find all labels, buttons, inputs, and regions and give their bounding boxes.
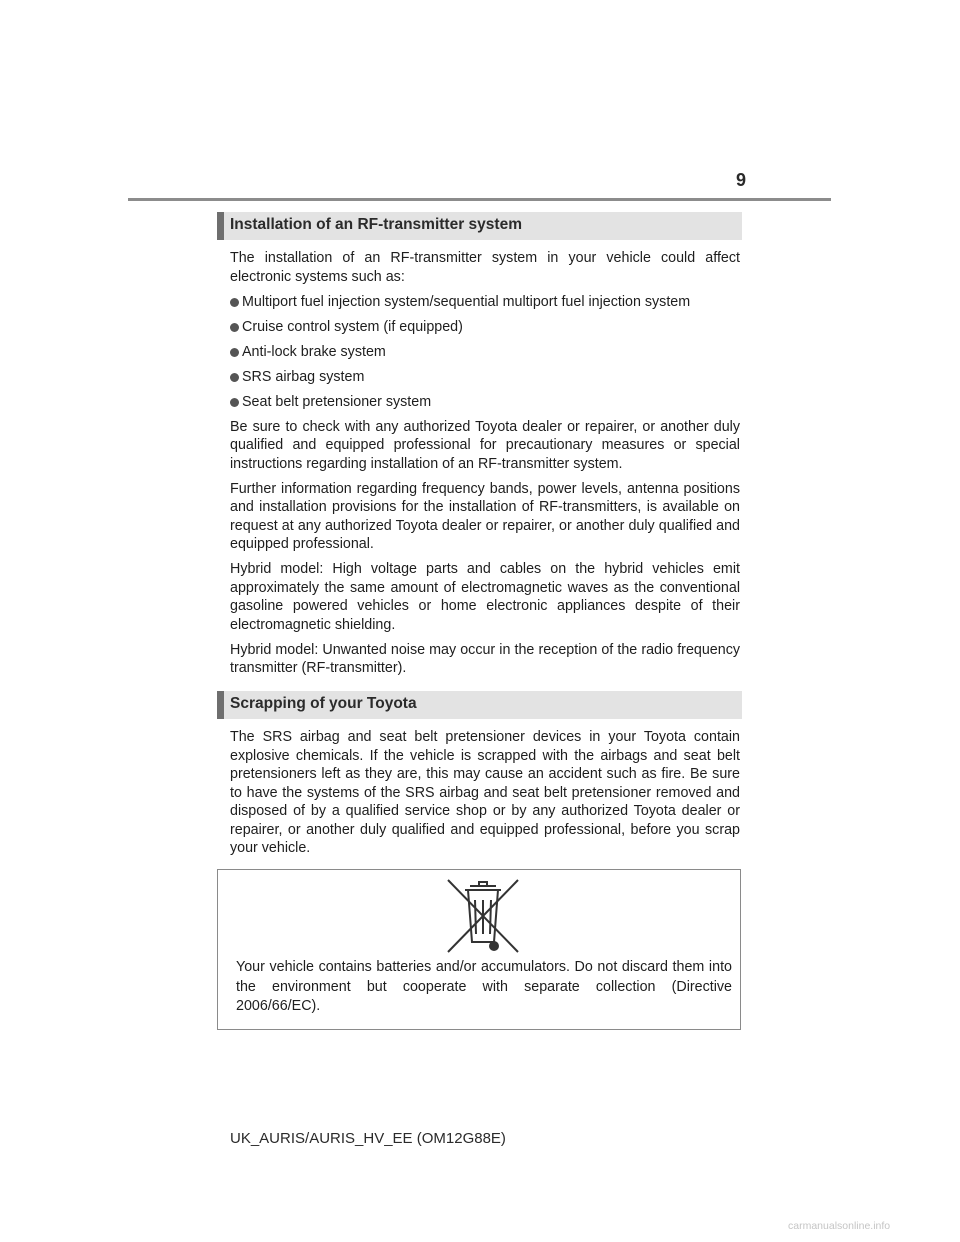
- list-item: Multiport fuel injection system/sequential multiport fuel injection system: [230, 293, 740, 312]
- section-header-bar: [217, 212, 224, 240]
- body-paragraph: Be sure to check with any authorized Toyota dealer or repairer, or another duly qualified and equipped professional for precautionary measures or special instructions regarding installation of an RF-transmitter system.: [230, 418, 740, 472]
- bullet-icon: [230, 373, 239, 382]
- list-item: Cruise control system (if equipped): [230, 318, 740, 337]
- section-header-scrapping: [217, 691, 742, 719]
- section-title: Scrapping of your Toyota: [230, 695, 417, 712]
- page-number: 9: [736, 170, 747, 190]
- scrapping-section-body: [230, 728, 740, 864]
- bullet-icon: [230, 298, 239, 307]
- body-paragraph: Hybrid model: High voltage parts and cables on the hybrid vehicles emit approximately the same amount of electromagnetic waves as the conventional gasoline powered vehicles or home electronic appliances despite of their electromagnetic shielding.: [230, 561, 740, 633]
- battery-disposal-notice: [217, 869, 741, 1030]
- body-paragraph: Hybrid model: Unwanted noise may occur in the reception of the radio frequency transmitter (RF-transmitter).: [230, 641, 740, 676]
- crossed-out-wheelie-bin-icon: [444, 876, 522, 956]
- top-divider: [128, 198, 831, 201]
- section-title: Installation of an RF-transmitter system: [230, 216, 522, 233]
- section-header-bar: [217, 691, 224, 719]
- list-item: Anti-lock brake system: [230, 343, 740, 362]
- notice-text: Your vehicle contains batteries and/or accumulators. Do not discard them into the environment but cooperate with separate collection (Directive 2006/66/EC).: [236, 959, 732, 1014]
- page-footer: UK_AURIS/AURIS_HV_EE (OM12G88E): [230, 1130, 506, 1147]
- section-header-rf-transmitter: [217, 212, 742, 240]
- body-paragraph: The SRS airbag and seat belt pretensioner devices in your Toyota contain explosive chemicals. If the vehicle is scrapped with the airbags and seat belt pretensioners left as they are, this may cause an accident such as fire. Be sure to have the systems of the SRS airbag and seat belt pretensioner removed and disposed of by a qualified service shop or by any authorized Toyota dealer or repairer, or another duly qualified and equipped professional, before you scrap your vehicle.: [230, 729, 740, 856]
- list-item: SRS airbag system: [230, 368, 740, 387]
- list-item: Seat belt pretensioner system: [230, 393, 740, 412]
- bullet-icon: [230, 398, 239, 407]
- rf-section-body: [230, 249, 740, 684]
- bullet-icon: [230, 348, 239, 357]
- rf-intro-paragraph: The installation of an RF-transmitter system in your vehicle could affect electronic systems such as:: [230, 250, 740, 285]
- watermark: carmanualsonline.info: [788, 1220, 891, 1232]
- body-paragraph: Further information regarding frequency bands, power levels, antenna positions and installation provisions for the installation of RF-transmitters, is available on request at any authorized Toyota dealer or repairer, or another duly qualified and equipped professional.: [230, 480, 740, 552]
- bullet-icon: [230, 323, 239, 332]
